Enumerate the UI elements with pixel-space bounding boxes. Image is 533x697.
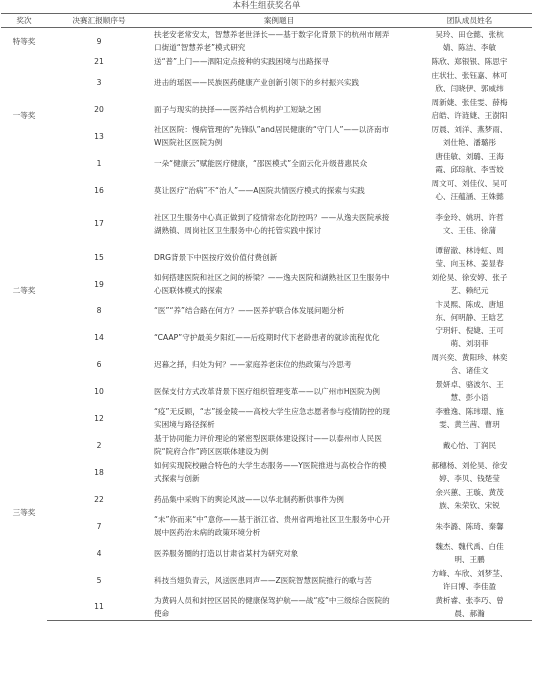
- case-title-cell: [151, 271, 407, 298]
- case-title-text: 基于协同能力评价理论的紧密型医联体建设探讨——以泰州市人民医院“院府合作”跨区医联体建设为例: [154, 434, 382, 456]
- order-number-cell: 6: [96, 359, 102, 369]
- team-members-cell: [407, 298, 532, 324]
- team-members-text: 黄析睿、张李巧、曾晨、郝瀚: [435, 595, 504, 618]
- case-title-text: 莫让医疗“治病”不“治人”——A医院共情医疗模式的探索与实践: [154, 185, 365, 195]
- order-number-cell: 2: [96, 440, 102, 450]
- team-members-text: 李雅逸、陈玮璟、施雯、黄兰茜、曹玥: [435, 407, 504, 429]
- team-members-text: 郝穗杨、刘伦昊、徐安婷、李贝、钱楚莹: [431, 461, 508, 483]
- order-number-cell: 5: [96, 575, 102, 585]
- team-members-text: 陈欣、郑银银、陈思宇: [431, 57, 508, 66]
- team-members-cell: [407, 540, 532, 567]
- award-table: [1, 13, 532, 621]
- order-number-cell: 11: [47, 594, 151, 621]
- team-members-text: 戴心怡、丁润民: [442, 440, 497, 450]
- case-title-cell: [151, 28, 407, 55]
- table-row: [1, 513, 532, 540]
- team-members-cell: [407, 594, 532, 621]
- team-members-text: 周新婕、张佳雯、薛梅启皓、许涟婕、王澍阳: [431, 98, 508, 120]
- order-number-cell: 9: [96, 36, 102, 46]
- table-row: [1, 459, 532, 486]
- award-level-cell: 特等奖: [12, 36, 36, 46]
- table-row: [1, 594, 532, 621]
- team-members-cell: [407, 96, 532, 123]
- team-members-cell: [407, 567, 532, 594]
- case-title-cell: [151, 567, 407, 594]
- case-title-text: 进击的瑶医——民族医药健康产业创新引领下的乡村振兴实践: [154, 77, 360, 87]
- team-members-text: 余兴蕙、王璇、黄茂族、朱荣钦、宋锐: [435, 488, 504, 510]
- case-title-cell: [151, 177, 407, 204]
- team-members-text: 卞灵熙、陈成、唐旭东、何明静、王晗艺: [435, 299, 504, 322]
- case-title-cell: [151, 55, 407, 69]
- table-header-row: [1, 14, 532, 28]
- case-title-cell: [151, 540, 407, 567]
- case-title-text: 医养服务圈的打造以甘肃省某村为研究对象: [154, 548, 299, 558]
- team-members-cell: [407, 244, 532, 271]
- team-members-cell: [407, 177, 532, 204]
- team-members-text: 刘伦昊、徐安婷、张子艺、赖纪元: [431, 273, 508, 295]
- table-row: [1, 55, 532, 69]
- case-title-cell: [151, 405, 407, 432]
- table-row: [1, 378, 532, 405]
- team-members-cell: [407, 55, 532, 69]
- order-number-cell: 13: [94, 131, 104, 141]
- case-title-cell: [151, 594, 407, 621]
- order-number-cell: 18: [94, 467, 104, 477]
- case-title-cell: [151, 351, 407, 378]
- order-number-cell: 1: [96, 158, 102, 168]
- team-members-cell: [407, 69, 532, 96]
- team-members-text: 宁玥轩、倪婕、王可萌、刘羽菲: [435, 326, 504, 348]
- team-members-text: 谭留澈、林诗虹、周莹、向玉林、姜显春: [435, 246, 504, 268]
- order-number-cell: 10: [94, 386, 104, 396]
- order-number-cell: 12: [94, 413, 104, 423]
- case-title-cell: [151, 432, 407, 459]
- table-row: [1, 123, 532, 150]
- case-title-text: 面子与现实的抉择——医养结合机构护工短缺之困: [154, 104, 322, 114]
- case-title-text: 科技当翅负青云，风送医患同声——Z医院智慧医院推行的歌与苦: [154, 575, 372, 585]
- team-members-cell: [407, 378, 532, 405]
- team-members-cell: [407, 123, 532, 150]
- case-title-text: DRG背景下中医按疗效价值付费创新: [154, 252, 278, 262]
- table-row: [1, 432, 532, 459]
- header-title: 案例题目: [151, 14, 407, 28]
- table-caption: 本科生组获奖名单: [232, 1, 301, 11]
- table-row: [1, 96, 532, 123]
- case-title-text: 迟暮之择，归处为何？——家庭养老床位的热政策与冷思考: [154, 359, 352, 369]
- case-title-cell: [151, 69, 407, 96]
- case-title-text: 送“普”上门——泗阳定点接种的实践困境与出路探寻: [154, 57, 329, 66]
- order-number-cell: 15: [94, 252, 104, 262]
- order-number-cell: 4: [96, 548, 102, 558]
- table-row: [1, 298, 532, 324]
- order-number-cell: 21: [94, 57, 104, 66]
- case-title-cell: [151, 459, 407, 486]
- case-title-cell: [151, 96, 407, 123]
- table-row: [1, 204, 532, 244]
- team-members-cell: [407, 204, 532, 244]
- table-row: [1, 69, 532, 96]
- case-title-text: 如何搭建医院和社区之间的桥梁？——逸夫医院和湖熟社区卫生服务中心医联体模式的探索: [154, 273, 390, 295]
- team-members-cell: [407, 271, 532, 298]
- case-title-text: 医保支付方式改革背景下医疗组织管理变革——以广州市H医院为例: [154, 386, 380, 396]
- case-title-cell: [151, 150, 407, 177]
- award-level-cell: 三等奖: [12, 508, 36, 517]
- table-row: [1, 244, 532, 271]
- header-order: 决赛汇报顺序号: [47, 14, 151, 28]
- table-row: [1, 324, 532, 351]
- team-members-text: 景妍卓、骆波尔、王慧、彭小语: [435, 380, 504, 402]
- team-members-cell: [407, 405, 532, 432]
- case-title-cell: [151, 298, 407, 324]
- case-title-cell: [151, 123, 407, 150]
- case-title-cell: [151, 513, 407, 540]
- team-members-cell: [407, 432, 532, 459]
- order-number-cell: 8: [96, 306, 102, 315]
- case-title-text: 社区卫生服务中心真正做到了疫情常态化防控吗？——从逸夫医院承接湖熟镇、周岗社区卫生服务中心的托管实践中探讨: [154, 212, 390, 235]
- order-number-cell: 3: [96, 77, 102, 87]
- team-members-text: 厉晨、刘洋、燕梦雨、刘仕艳、潘璐彤: [431, 125, 508, 147]
- order-number-cell: 17: [94, 219, 104, 228]
- table-row: [1, 28, 532, 55]
- order-number-cell: 19: [94, 279, 104, 289]
- order-number-cell: 16: [94, 185, 104, 195]
- team-members-cell: [407, 351, 532, 378]
- header-team: 团队成员姓名: [407, 14, 532, 28]
- case-title-cell: [151, 378, 407, 405]
- case-title-cell: [151, 244, 407, 271]
- case-title-text: 药品集中采购下的舆论风波——以华北制药断供事件为例: [154, 494, 344, 504]
- team-members-text: 唐佳敏、刘璐、王海霞、邱琮航、李雪姣: [435, 152, 504, 174]
- case-title-cell: [151, 486, 407, 513]
- case-title-text: 一朵“健康云”赋能医疗健康，“邵医模式”全面云化升级普惠民众: [154, 158, 368, 168]
- table-row: [1, 351, 532, 378]
- table-row: [1, 177, 532, 204]
- table-row: [1, 567, 532, 594]
- case-title-text: 扶老安老常安太，智慧养老世泽长——基于数字化背景下的杭州市闸弄口街道“智慧养老”模式研究: [154, 30, 390, 53]
- header-award: 奖次: [1, 14, 47, 28]
- team-members-cell: [407, 28, 532, 55]
- table-row: [1, 150, 532, 177]
- order-number-cell: 7: [96, 521, 102, 531]
- team-members-text: 方峰、车欣、刘梦茎、许曰博、李佳盈: [431, 569, 508, 591]
- award-level-cell: 二等奖: [12, 286, 36, 295]
- team-members-cell: [407, 513, 532, 540]
- case-title-text: “医”“养”结合路在何方？——医养护联合体发展问题分析: [154, 306, 345, 315]
- team-members-text: 庄状壮、张钰嘉、林可欣、闫晓伊、郭威纬: [431, 71, 508, 93]
- case-title-text: “CAAP”守护最美夕阳红——后疫期时代下老龄患者的就诊流程优化: [154, 332, 380, 342]
- team-members-text: 朱李潞、陈琦、秦馨: [435, 521, 504, 531]
- table-body: [1, 28, 532, 621]
- award-level-cell: 一等奖: [12, 111, 36, 120]
- team-members-text: 吴玲、田仓懿、张杭婧、陈洁、李敏: [435, 30, 504, 53]
- team-members-cell: [407, 324, 532, 351]
- case-title-text: 为黄码人员和封控区居民的健康保驾护航——战“疫”中三级综合医院的使命: [154, 595, 390, 618]
- team-members-text: 李金玲、姚玥、许哲文、王佳、徐蒲: [435, 212, 504, 235]
- team-members-cell: [407, 150, 532, 177]
- order-number-cell: 20: [94, 104, 104, 114]
- table-row: [1, 486, 532, 513]
- team-members-text: 周兴奕、黄阳珍、林奕含、诸佳文: [431, 353, 508, 375]
- case-title-text: “疫”无反顾，“志”援金陵——高校大学生应急志愿者参与疫情防控的现实困境与路径探析: [154, 407, 390, 429]
- case-title-text: 如何实现院校融合特色的大学生态服务——Y医院推进与高校合作的模式探索与创新: [154, 461, 387, 483]
- table-row: [1, 540, 532, 567]
- team-members-text: 魏杰、魏代禹、白佳明、王鹏: [435, 542, 504, 564]
- order-number-cell: 22: [94, 494, 104, 504]
- table-row: [1, 405, 532, 432]
- team-members-cell: [407, 486, 532, 513]
- order-number-cell: 14: [94, 332, 104, 342]
- case-title-text: “未”你而来“中”意你——基于浙江省、贵州省两地社区卫生服务中心开展中医药治未病的政策环境分析: [154, 515, 390, 537]
- table-row: [1, 271, 532, 298]
- team-members-cell: [407, 459, 532, 486]
- team-members-text: 周文可、刘佳仪、吴可心、汪蕴涵、王姝懿: [431, 179, 508, 201]
- case-title-cell: [151, 324, 407, 351]
- case-title-cell: [151, 204, 407, 244]
- case-title-text: 社区医院：慢病管理的“先锋队”and居民健康的“守门人”——以济南市W医院社区医院为例: [154, 125, 390, 147]
